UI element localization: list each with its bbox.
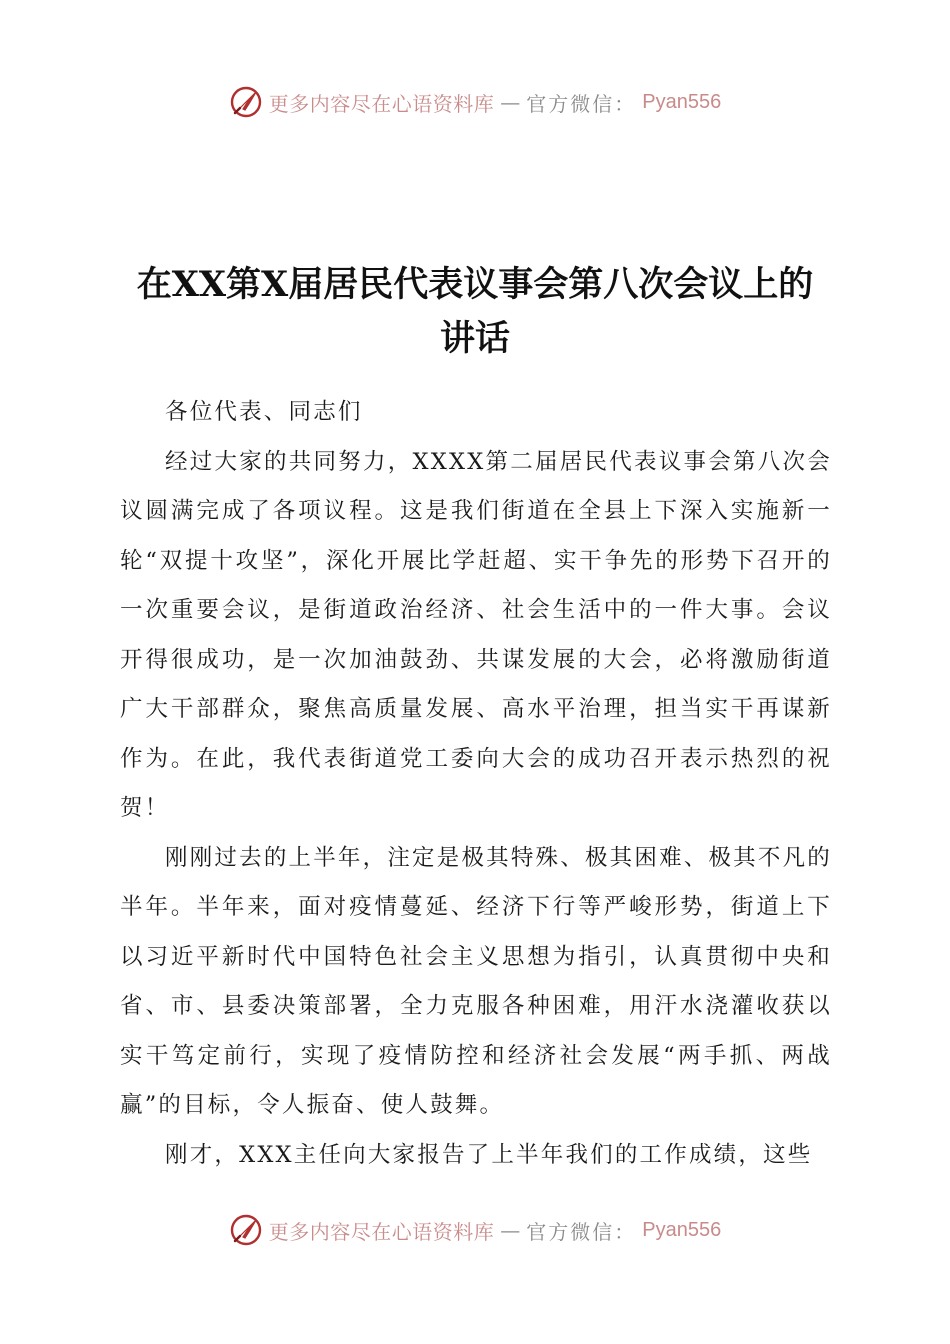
body-paragraph: 刚才，XXX主任向大家报告了上半年我们的工作成绩，这些: [165, 1141, 813, 1168]
document-title: [100, 258, 850, 366]
document-body: [120, 388, 832, 1180]
watermark-brand: 更多内容尽在心语资料库: [268, 91, 495, 116]
body-paragraph: 经过大家的共同努力，XXXX第二届居民代表议事会第八次会议圆满完成了各项议程。这是我们街道在全县上下深入实施新一轮“双提十攻坚”，深化开展比学赶超、实干争先的形势下召开的一次重要会议，是街道政治经济、社会生活中的一件大事。会议开得很成功，是一次加油鼓劲、共谋发展的大会，必将激励街道广大干部群众，聚焦高质量发展、高水平治理，担当实干再谋新作为。在此，我代表街道党工委向大会的成功召开表示热烈的祝贺！: [120, 448, 832, 821]
body-paragraph: 刚刚过去的上半年，注定是极其特殊、极其困难、极其不凡的半年。半年来，面对疫情蔓延、经济下行等严峻形势，街道上下以习近平新时代中国特色社会主义思想为指引，认真贯彻中央和省、市、县委决策部署，全力克服各种困难，用汗水浇灌收获以实干笃定前行，实现了疫情防控和经济社会发展“两手抓、两战赢”的目标，令人振奋、使人鼓舞。: [120, 844, 832, 1118]
quill-logo-icon: [229, 1213, 263, 1247]
footer-watermark: [0, 1210, 950, 1250]
salutation: 各位代表、同志们: [165, 399, 363, 425]
watermark-label: 官方微信：: [526, 91, 637, 116]
watermark-wechat-id: Pyan556: [642, 90, 722, 113]
header-watermark: [0, 82, 950, 122]
title-line-2: 讲话: [439, 318, 510, 359]
watermark-wechat-id: Pyan556: [642, 1218, 722, 1241]
watermark-separator: —: [500, 1218, 521, 1242]
watermark-label: 官方微信：: [526, 1219, 637, 1244]
title-line-1: 在XX第X届居民代表议事会第八次会议上的: [136, 264, 814, 305]
watermark-brand: 更多内容尽在心语资料库: [268, 1219, 495, 1244]
quill-logo-icon: [229, 85, 263, 119]
watermark-separator: —: [500, 90, 521, 114]
